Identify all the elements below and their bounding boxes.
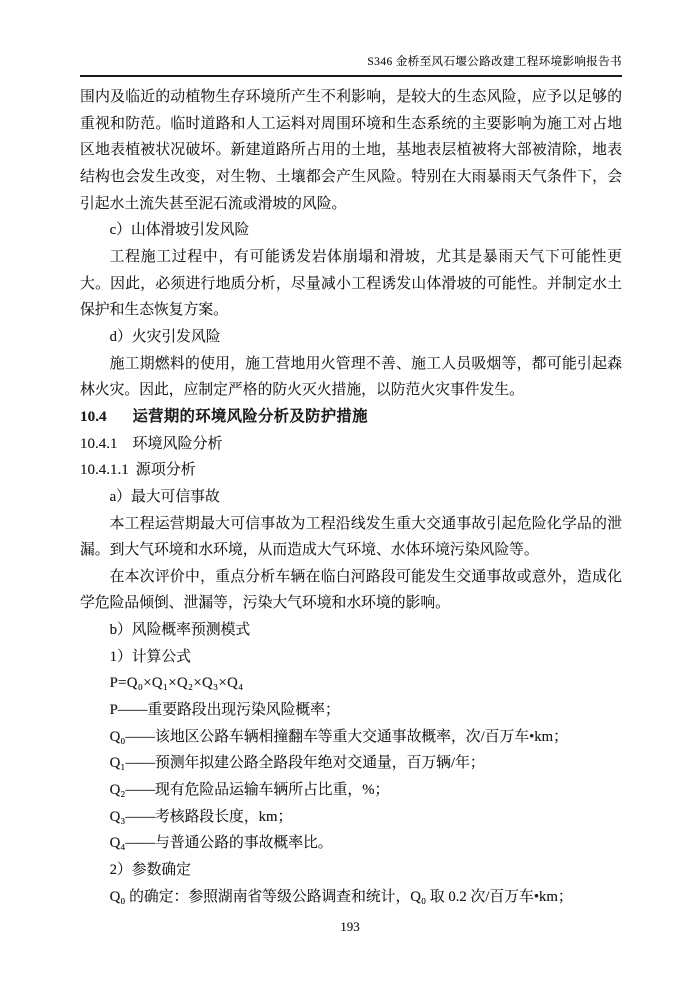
- definition: P——重要路段出现污染风险概率；: [109, 702, 340, 719]
- label: 2）参数确定: [109, 862, 191, 879]
- formula: P=Q₀×Q₁×Q₂×Q₃×Q₄: [109, 675, 244, 692]
- definition: Q₁——预测年拟建公路全路段年绝对交通量，百万辆/年；: [109, 755, 485, 772]
- heading-title: 源项分析: [135, 462, 196, 479]
- definition: Q₀——该地区公路车辆相撞翻车等重大交通事故概率，次/百万车•km；: [109, 728, 568, 745]
- section-heading1: [80, 404, 622, 431]
- definition: Q₄——与普通公路的事故概率比。: [109, 835, 333, 852]
- paragraph: 施工期燃料的使用，施工营地用火管理不善、施工人员吸烟等，都可能引起森林火灾。因此，应制定严格的防火灭火措施，以防范火灾事件发生。: [80, 355, 622, 399]
- heading-number: 10.4.1: [80, 435, 118, 452]
- heading-number: 10.4: [80, 407, 107, 425]
- label: 1）计算公式: [109, 648, 191, 665]
- definition: Q₀ 的确定：参照湖南省等级公路调查和统计，Q₀ 取 0.2 次/百万车•km；: [109, 888, 573, 905]
- paragraph: 围内及临近的动植物生存环境所产生不利影响，是较大的生态风险，应予以足够的重视和防范。临时道路和人工运料对周围环境和生态系统的主要影响为施工对占地区地表植被状况破坏。新建道路所占用的土地，基地表层植被将大部被清除，地表结构也会发生改变，对生物、土壤都会产生风险。特别在大雨暴雨天气条件下，会引起水土流失甚至泥石流或滑坡的风险。: [80, 89, 622, 212]
- definition: Q₃——考核路段长度，km；: [109, 808, 293, 825]
- paragraph: 在本次评价中，重点分析车辆在临白河路段可能发生交通事故或意外，造成化学危险品倾倒、泄漏等，污染大气环境和水环境的影响。: [80, 568, 622, 612]
- heading-title: 环境风险分析: [132, 435, 223, 452]
- page-number: 193: [340, 919, 360, 934]
- section-heading2: [80, 431, 622, 458]
- heading-title: 运营期的环境风险分析及防护措施: [132, 407, 368, 425]
- paragraph: 工程施工过程中，有可能诱发岩体崩塌和滑坡，尤其是暴雨天气下可能性更大。因此，必须进行地质分析，尽量减小工程诱发山体滑坡的可能性。并制定水土保护和生态恢复方案。: [80, 248, 622, 319]
- definition: Q₂——现有危险品运输车辆所占比重，%；: [109, 782, 390, 799]
- label: b）风险概率预测模式: [109, 622, 251, 639]
- header-rule: [80, 75, 622, 77]
- document-body: [80, 84, 622, 910]
- label: c）山体滑坡引发风险: [109, 222, 250, 239]
- section-heading3: [80, 457, 622, 484]
- heading-number: 10.4.1.1: [80, 462, 129, 479]
- report-title-header: S346 金桥至风石堰公路改建工程环境影响报告书: [367, 56, 622, 68]
- page-footer: [0, 919, 700, 935]
- paragraph: 本工程运营期最大可信事故为工程沿线发生重大交通事故引起危险化学品的泄漏。到大气环境和水环境，从而造成大气环境、水体环境污染风险等。: [80, 515, 622, 559]
- label: a）最大可信事故: [109, 488, 220, 505]
- label: d）火灾引发风险: [109, 328, 221, 345]
